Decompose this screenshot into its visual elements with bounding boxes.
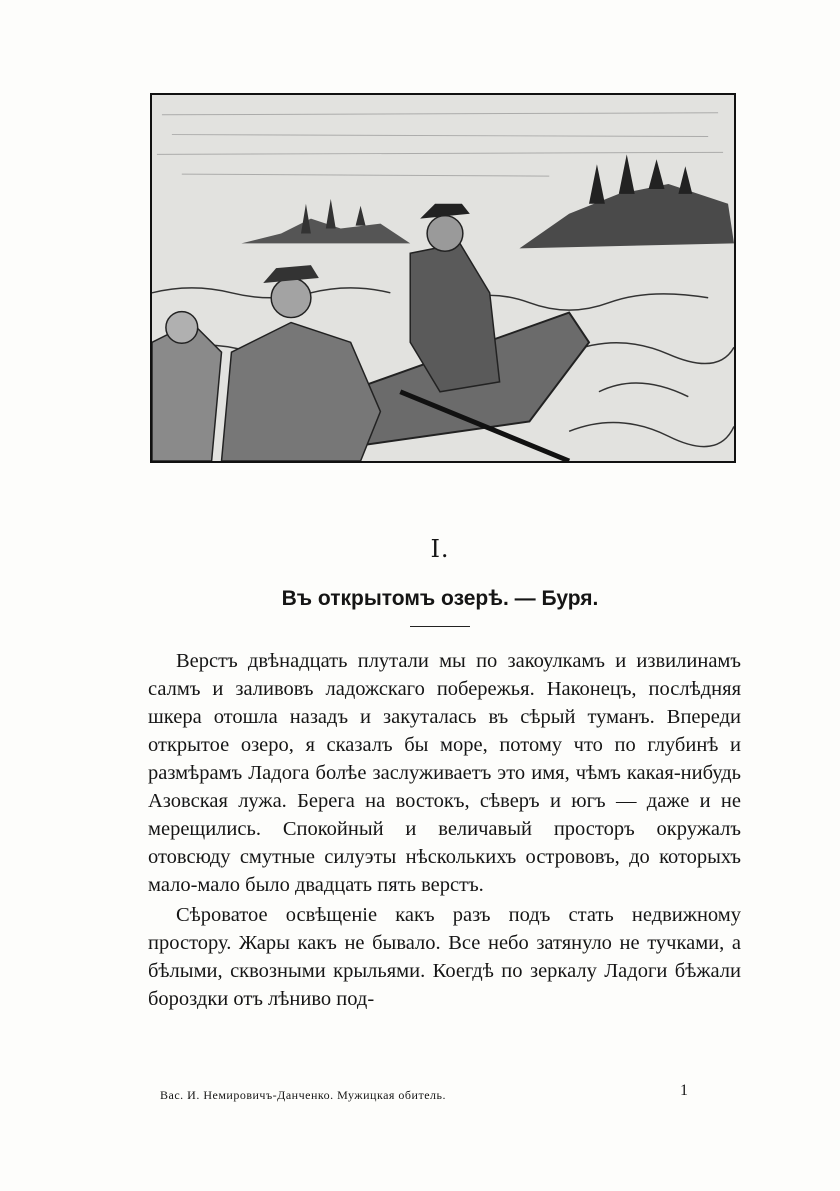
paragraph-2: Сѣроватое освѣщеніе какъ разъ подъ стать недвижному простору. Жары какъ не бывало. Все небо затянуло не тучками, а бѣлыми, сквозными крыльями. Коегдѣ по зеркалу Ладоги бѣжали бороздки отъ лѣниво под- — [148, 904, 741, 1010]
chapter-illustration — [150, 93, 736, 463]
chapter-body — [148, 647, 741, 1013]
page-number: 1 — [680, 1082, 688, 1099]
footer-citation: Вас. И. Немировичъ-Данченко. Мужицкая обитель. — [160, 1088, 446, 1102]
chapter-title: Въ открытомъ озерѣ. — Буря. — [281, 587, 599, 610]
boat-illustration — [152, 95, 734, 461]
title-divider — [410, 626, 470, 627]
paragraph-1: Верстъ двѣнадцать плутали мы по закоулкамъ и извилинамъ салмъ и заливовъ ладожскаго побережья. Наконецъ, послѣдняя шкера отошла назадъ и закуталась въ сѣрый туманъ. Впереди открытое озеро, я сказалъ бы море, потому что по глубинѣ и размѣрамъ Ладога болѣе заслуживаетъ это имя, чѣмъ какая-нибудь Азовская лужа. Берега на востокъ, сѣверъ и югъ — даже и не мерещились. Спокойный и величавый просторъ окружалъ отовсюду смутные силуэты нѣсколькихъ острововъ, до которыхъ мало-мало было двадцать пять верстъ. — [148, 650, 741, 896]
chapter-number: I. — [430, 535, 450, 563]
